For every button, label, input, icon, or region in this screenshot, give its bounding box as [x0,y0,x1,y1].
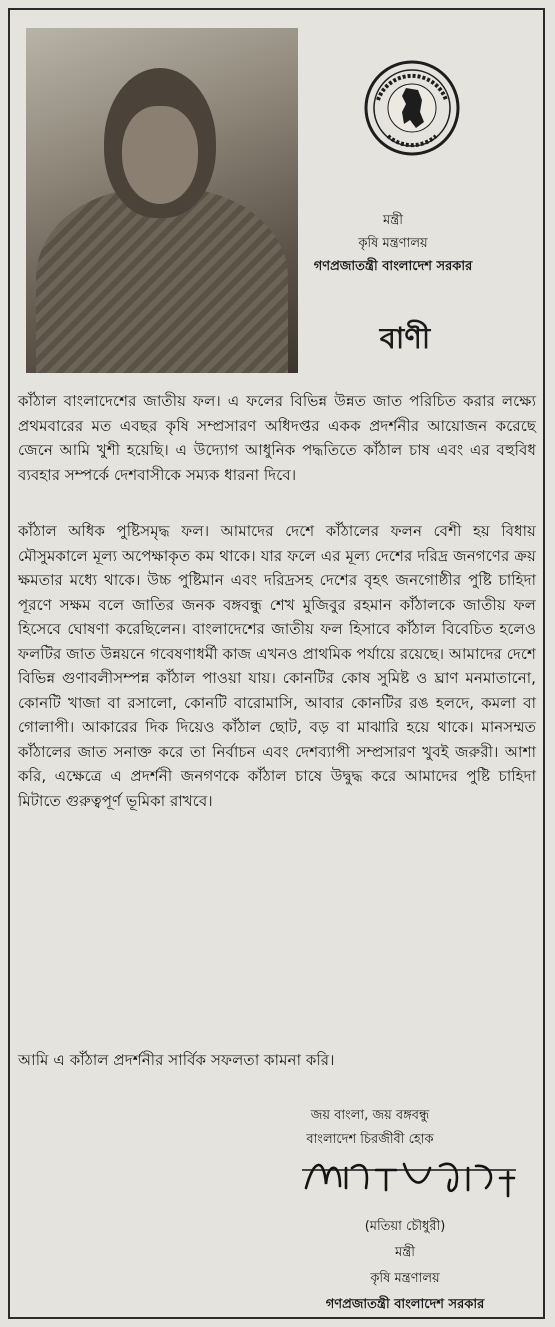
footer-ministry: কৃষি মন্ত্রণালয় [370,1271,440,1286]
footer-role: মন্ত্রী [395,1245,415,1260]
government-seal-icon [364,60,460,156]
page-title: বাণী [379,321,431,355]
header-role: মন্ত্রী [383,213,403,228]
header-ministry: কৃষি মন্ত্রণালয় [358,236,428,251]
closing-line-1: জয় বাংলা, জয় বঙ্গবন্ধু [310,1108,430,1123]
minister-portrait [26,28,298,373]
footer-name: (মতিয়া চৌধুরী) [364,1219,446,1234]
handwritten-signature [300,1148,520,1212]
message-paragraph-3: আমি এ কাঁঠাল প্রদর্শনীর সার্বিক সফলতা কামনা করি। [18,1051,335,1069]
message-paragraph-1: কাঁঠাল বাংলাদেশের জাতীয় ফল। এ ফলের বিভিন্ন উন্নত জাত পরিচিত করার লক্ষ্যে প্রথমবারের মত এবছর কৃষি সম্প্রসারণ অধিদপ্তর একক প্রদর্শনীর আয়োজন করেছে জেনে আমি খুশী হয়েছি। এ উদ্যোগ আধুনিক পদ্ধতিতে কাঁঠাল চাষ এবং এর বহুবিধ ব্যবহার সম্পর্কে দেশবাসীকে সম্যক ধারনা দিবে। [18,392,536,484]
portrait-face [122,106,198,204]
closing-line-2: বাংলাদেশ চিরজীবী হোক [306,1132,434,1147]
footer-government: গণপ্রজাতন্ত্রী বাংলাদেশ সরকার [325,1297,485,1312]
message-paragraph-2: কাঁঠাল অধিক পুষ্টিসমৃদ্ধ ফল। আমাদের দেশে কাঁঠালের ফলন বেশী হয় বিধায় মৌসুমকালে মূল্য অপেক্ষাকৃত কম থাকে। যার ফলে এর মূল্য দেশের দরিদ্র জনগণের ক্রয় ক্ষমতার মধ্যে থাকে। উচ্চ পুষ্টিমান এবং দরিদ্রসহ দেশের বৃহৎ জনগোষ্ঠীর পুষ্টি চাহিদা পূরণে সক্ষম বলে জাতির জনক বঙ্গবন্ধু শেখ মুজিবুর রহমান কাঁঠালকে জাতীয় ফল হিসেবে ঘোষণা করেছিলেন। বাংলাদেশের জাতীয় ফল হিসাবে কাঁঠাল বিবেচিত হলেও ফলটির জাত উন্নয়নে গবেষণাধর্মী কাজ এখনও প্রাথমিক পর্যায়ে রয়েছে। আমাদের দেশে বিভিন্ন গুণাবলীসম্পন্ন কাঁঠাল পাওয়া যায়। কোনটির কোষ সুমিষ্ট ও ঘ্রাণ মনমাতানো, কোনটি খাজা বা রসালো, কোনটি বারোমাসি, আবার কোনটির রঙ হলদে, কমলা বা গোলাপী। আকারের দিক দিয়েও কাঁঠাল ছোট, বড় বা মাঝারি হয়ে থাকে। মানসম্মত কাঁঠালের জাত সনাক্ত করে তা নির্বাচন এবং দেশব্যাপী সম্প্রসারণ খুবই জরুরী। আশা করি, এক্ষেত্রে এ প্রদর্শনী জনগণকে কাঁঠাল চাষে উদ্বুদ্ধ করে আমাদের পুষ্টি চাহিদা মিটাতে গুরুত্বপূর্ণ ভূমিকা রাখবে। [18,522,536,810]
header-government: গণপ্রজাতন্ত্রী বাংলাদেশ সরকার [313,259,473,274]
